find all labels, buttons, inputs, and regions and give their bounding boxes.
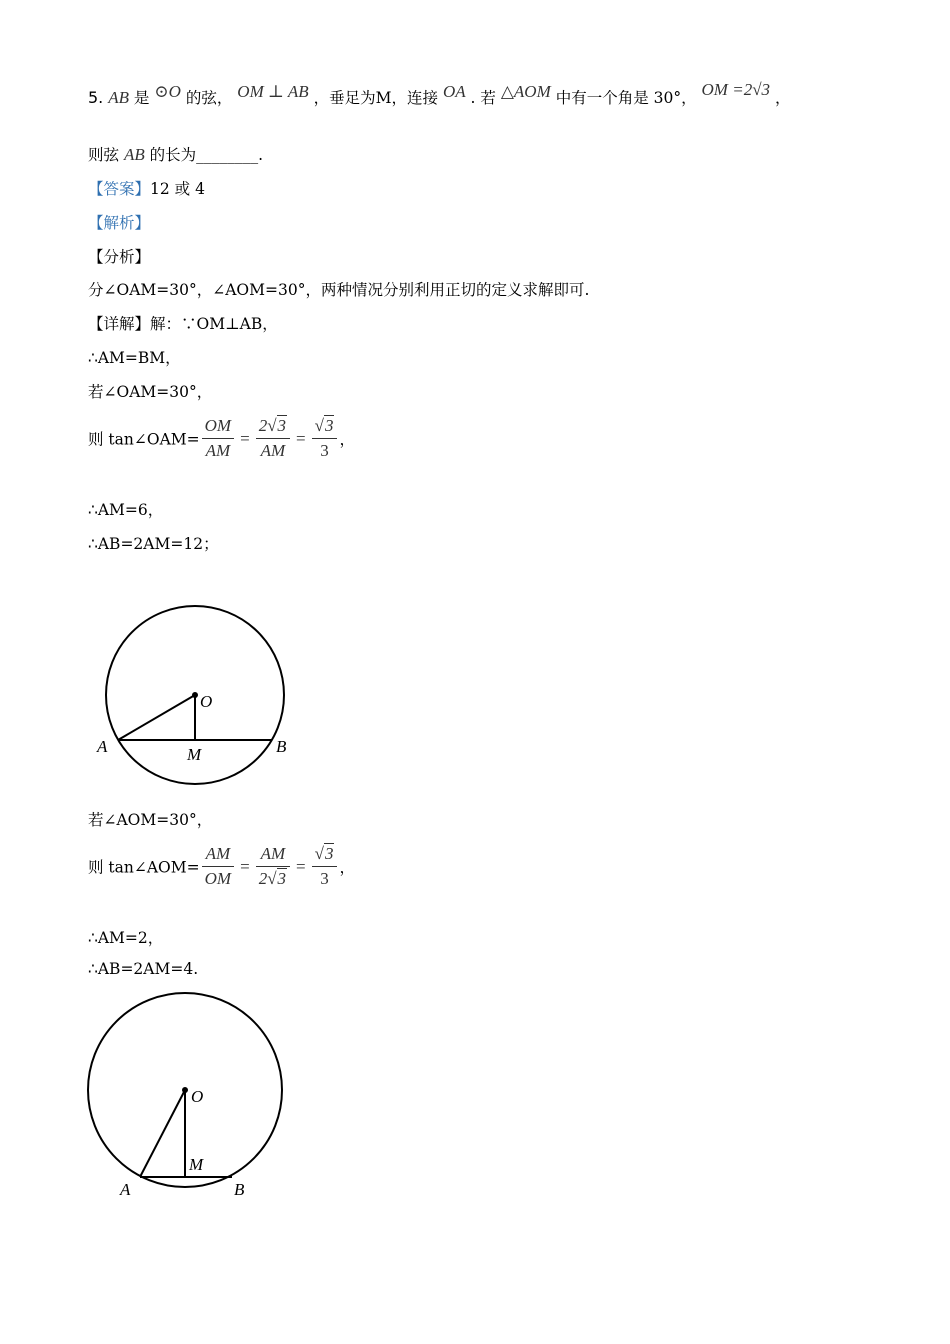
case1-tail: ， xyxy=(339,430,355,449)
case2-f2-den-coef: 2 xyxy=(258,869,268,888)
figure1-segment-oa xyxy=(118,695,195,740)
case2-ab: ∴AB=2AM=4. xyxy=(88,960,199,978)
case1-if: 若∠OAM=30°， xyxy=(88,383,213,401)
text-ruo: . 若 xyxy=(470,89,496,107)
analysis-label: 【解析】 xyxy=(88,214,151,232)
answer-label: 【答案】 xyxy=(88,180,151,198)
answer-value: 12 或 4 xyxy=(150,180,205,198)
case1-tan-prefix: 则 tan∠OAM= xyxy=(88,430,200,449)
case1-f1-den: AM xyxy=(205,441,231,460)
case2-tail: ， xyxy=(339,858,355,877)
case2-f2-den-rad: 3 xyxy=(277,869,287,888)
case2-f2-num: AM xyxy=(256,842,290,867)
figure1-center-dot xyxy=(192,692,198,698)
case2-f2-den: 2√3 xyxy=(258,869,287,888)
figure2-center-dot xyxy=(182,1087,188,1093)
case2-eq-2: = xyxy=(296,856,306,876)
triangle-aom: △AOM xyxy=(500,82,551,101)
figure-case-2 xyxy=(80,988,300,1208)
case1-f3-den: 3 xyxy=(320,441,329,460)
text-length-blank: 的长为________. xyxy=(149,146,264,164)
case2-am: ∴AM=2， xyxy=(88,929,164,947)
figure2-segment-oa xyxy=(140,1090,185,1177)
case2-tan-formula xyxy=(88,842,355,891)
fenxi-text: 分∠OAM=30°，∠AOM=30°，两种情况分别利用正切的定义求解即可. xyxy=(88,281,590,299)
figure2-label-o: O xyxy=(191,1087,204,1106)
case1-f1-num: OM xyxy=(202,414,234,439)
case2-f1-num: AM xyxy=(202,842,234,867)
text-ze-xian: 则弦 xyxy=(88,146,120,164)
case2-fraction-2 xyxy=(256,842,290,891)
case1-am: ∴AM=6， xyxy=(88,501,164,519)
case1-ab: ∴AB=2AM=12； xyxy=(88,535,219,553)
text-shi: 是 xyxy=(133,89,150,107)
case1-f2-num-coef: 2 xyxy=(258,416,268,435)
case2-f3-num-rad: 3 xyxy=(324,844,334,863)
figure1-label-m: M xyxy=(187,745,202,764)
case2-tan-prefix: 则 tan∠AOM= xyxy=(88,858,200,877)
text-de-xian: 的弦， xyxy=(185,89,233,107)
chord-ab-2: AB xyxy=(123,145,145,164)
case1-eq-1: = xyxy=(240,428,250,448)
figure2-label-m: M xyxy=(189,1155,204,1174)
case1-fraction-3 xyxy=(312,414,338,463)
case2-f3-den: 3 xyxy=(320,869,329,888)
figure1-label-a: A xyxy=(97,737,108,756)
figure1-label-b: B xyxy=(276,737,287,756)
step-am-bm: ∴AM=BM， xyxy=(88,349,181,367)
case1-fraction-2 xyxy=(256,414,290,463)
case2-fraction-1 xyxy=(202,842,234,891)
case1-fraction-1 xyxy=(202,414,234,463)
xiangjie-text: 解：∵OM⊥AB， xyxy=(150,315,278,333)
case2-f1-den: OM xyxy=(204,869,232,888)
case1-f2-den: AM xyxy=(260,441,286,460)
question-number: 5. xyxy=(88,88,104,107)
case1-eq-2: = xyxy=(296,428,306,448)
case1-tan-formula xyxy=(88,414,355,463)
figure1-label-o: O xyxy=(200,692,213,711)
text-angle: 中有一个角是 30°， xyxy=(555,89,697,107)
circle-o: ⊙O xyxy=(154,82,181,101)
text-foot: ，垂足为M，连接 xyxy=(313,89,438,107)
figure-case-1 xyxy=(90,600,310,800)
case1-f3-num: √3 xyxy=(312,414,338,439)
segment-oa: OA xyxy=(442,82,466,101)
case2-eq-1: = xyxy=(240,856,250,876)
om-equals: OM =2√3 xyxy=(701,80,771,99)
answer-line xyxy=(88,177,205,199)
case2-fraction-3 xyxy=(312,842,338,891)
fenxi-label: 【分析】 xyxy=(88,248,151,266)
case1-f2-num-rad: 3 xyxy=(277,416,287,435)
xiangjie-label: 【详解】 xyxy=(88,315,151,333)
case2-f3-num: √3 xyxy=(312,842,338,867)
question-line-2 xyxy=(88,143,263,165)
figure2-label-a: A xyxy=(120,1180,131,1199)
chord-ab: AB xyxy=(108,88,129,107)
case1-f2-num: 2√3 xyxy=(256,414,290,439)
question-line-1 xyxy=(88,80,791,108)
case1-f3-num-rad: 3 xyxy=(324,416,334,435)
xiangjie-line xyxy=(88,312,278,334)
case2-if: 若∠AOM=30°， xyxy=(88,811,213,829)
om-perp-ab: OM ⊥ AB xyxy=(237,82,309,101)
text-comma: ， xyxy=(774,89,791,107)
figure2-label-b: B xyxy=(234,1180,245,1199)
